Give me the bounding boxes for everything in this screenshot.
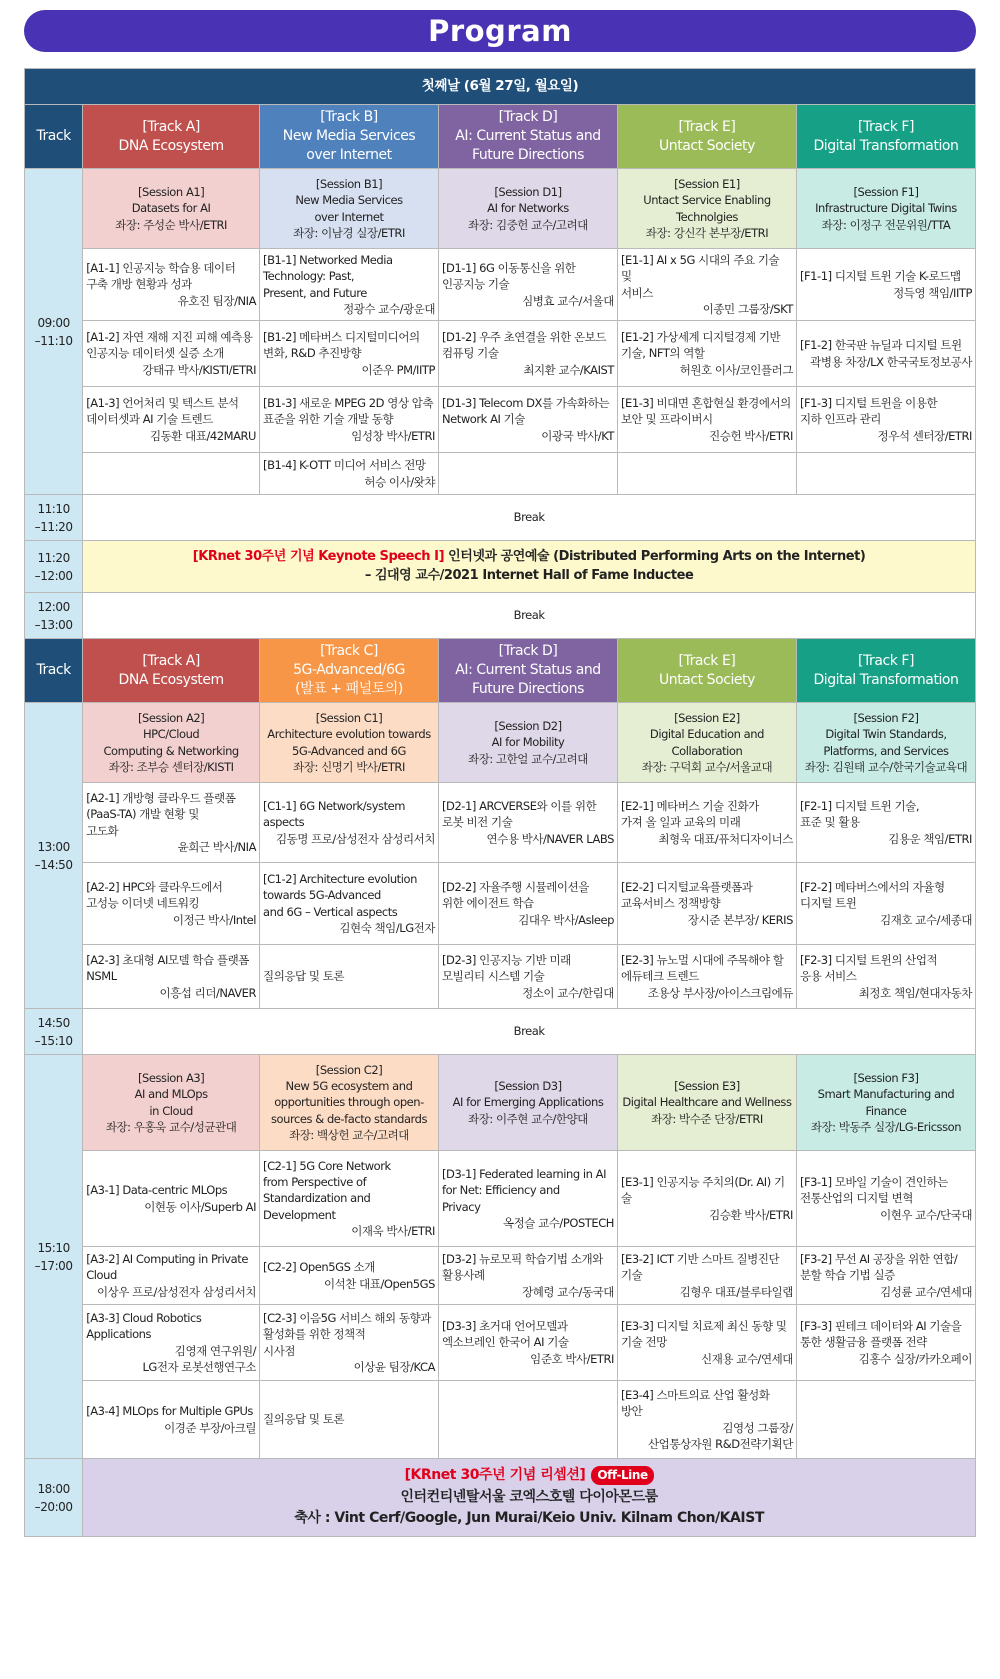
talk-speaker: 정득영 책임/IITP — [893, 285, 972, 300]
track-header-B: [Track B] New Media Services over Internet — [260, 105, 439, 169]
talk-title: [D1-3] Telecom DX를 가속화하는 Network AI 기술 — [442, 396, 610, 427]
time-slot: 18:00 –20:00 — [25, 1459, 83, 1537]
talk-title: [D3-1] Federated learning in AI for Net: Efficiency and Privacy — [442, 1166, 607, 1214]
talk-title: [D2-1] ARCVERSE와 이를 위한 로봇 비전 기술 — [442, 799, 597, 830]
talk-speaker: 김승환 박사/ETRI — [709, 1207, 793, 1222]
talk-speaker: 이광국 박사/KT — [541, 428, 614, 443]
schedule-row — [25, 863, 976, 945]
talk-speaker: 김동명 프로/삼성전자 삼성리서치 — [275, 831, 435, 846]
talk-title: [A2-2] HPC와 클라우드에서 고성능 이더넷 네트워킹 — [86, 880, 223, 911]
talk-cell — [439, 863, 618, 945]
track-label: Track — [25, 105, 83, 169]
talk-speaker: 연수용 박사/NAVER LABS — [486, 831, 614, 846]
talk-title: [F1-1] 디지털 트윈 기술 K-로드맵 — [799, 269, 961, 284]
schedule-row — [25, 639, 976, 703]
talk-title: [A3-3] Cloud Robotics Applications — [86, 1310, 202, 1342]
talk-title: [F1-2] 한국판 뉴딜과 디지털 트윈 — [799, 338, 962, 353]
session-header-D: [Session D1] AI for Networks 좌장: 김중헌 교수/고려대 — [439, 169, 618, 249]
talk-cell — [796, 453, 975, 495]
talk-speaker: 김현숙 책임/LG전자 — [339, 920, 435, 935]
talk-cell — [617, 453, 796, 495]
talk-cell — [260, 1381, 439, 1459]
keynote-title-line — [86, 548, 972, 566]
session-header-A: [Session A3] AI and MLOps in Cloud 좌장: 우홍욱 교수/성균관대 — [83, 1055, 260, 1151]
talk-cell — [439, 1381, 618, 1459]
schedule-table — [24, 68, 976, 1537]
talk-title: [B1-3] 새로운 MPEG 2D 영상 압축 표준을 위한 기술 개발 동향 — [263, 396, 434, 427]
talk-cell — [83, 863, 260, 945]
talk-cell — [439, 321, 618, 387]
talk-cell — [796, 863, 975, 945]
talk-cell — [617, 945, 796, 1009]
day-title: 첫째날 (6월 27일, 월요일) — [25, 69, 976, 105]
talk-cell — [617, 1305, 796, 1381]
talk-title: [E3-3] 디지털 치료제 최신 동향 및 기술 전망 — [620, 1319, 787, 1350]
talk-title: [F3-2] 무선 AI 공장을 위한 연합/ 분할 학습 기법 실증 — [799, 1252, 958, 1283]
track-header-A: [Track A] DNA Ecosystem — [83, 639, 260, 703]
talk-cell — [439, 453, 618, 495]
time-slot: 13:00 –14:50 — [25, 703, 83, 1009]
track-header-A: [Track A] DNA Ecosystem — [83, 105, 260, 169]
talk-cell — [796, 1247, 975, 1305]
reception-venue: 인터컨티넨탈서울 코엑스호텔 다이아몬드룸 — [400, 1488, 658, 1505]
schedule-row — [25, 945, 976, 1009]
talk-speaker: 임성창 박사/ETRI — [351, 428, 435, 443]
talk-speaker: 이상우 프로/삼성전자 삼성리서치 — [96, 1284, 257, 1299]
talk-title: [E2-3] 뉴노멀 시대에 주목해야 할 에듀테크 트렌드 — [620, 953, 784, 984]
schedule-row — [25, 593, 976, 639]
track-header-F: [Track F] Digital Transformation — [796, 105, 975, 169]
talk-title: [E2-1] 메타버스 기술 진화가 가져 올 일과 교육의 미래 — [620, 799, 759, 830]
talk-title: [D1-2] 우주 초연결을 위한 온보드 컴퓨팅 기술 — [442, 330, 606, 361]
talk-speaker: 이재욱 박사/ETRI — [351, 1223, 435, 1238]
talk-cell — [439, 945, 618, 1009]
talk-cell — [260, 387, 439, 453]
talk-title: [D1-1] 6G 이동통신을 위한 인공지능 기술 — [442, 261, 576, 292]
talk-cell — [796, 1305, 975, 1381]
talk-speaker: 김영재 연구위원/ LG전자 로봇선행연구소 — [142, 1343, 257, 1374]
talk-speaker: 이흥섭 리더/NAVER — [159, 985, 257, 1000]
talk-title: [F2-3] 디지털 트윈의 산업적 응용 서비스 — [799, 953, 938, 984]
talk-speaker: 이정근 박사/Intel — [172, 912, 257, 927]
talk-cell — [260, 863, 439, 945]
talk-cell — [260, 1305, 439, 1381]
talk-speaker: 정소이 교수/한림대 — [522, 985, 614, 1000]
time-slot: 11:20 –12:00 — [25, 541, 83, 593]
talk-title: [E1-3] 비대면 혼합현실 환경에서의 보안 및 프라이버시 — [620, 396, 791, 427]
talk-title: [A2-3] 초대형 AI모델 학습 플랫폼 NSML — [86, 953, 249, 984]
talk-speaker: 강태규 박사/KISTI/ETRI — [142, 362, 257, 377]
break-label: Break — [83, 593, 976, 639]
talk-cell — [439, 1305, 618, 1381]
schedule-row — [25, 495, 976, 541]
break-label: Break — [83, 495, 976, 541]
talk-cell — [617, 1381, 796, 1459]
keynote-title: 인터넷과 공연예술 (Distributed Performing Arts on the Internet) — [444, 549, 866, 565]
track-header-C: [Track C] 5G-Advanced/6G (발표 + 패널토의) — [260, 639, 439, 703]
session-header-A: [Session A2] HPC/Cloud Computing & Networking 좌장: 조부승 센터장/KISTI — [83, 703, 260, 783]
talk-cell — [796, 783, 975, 863]
talk-cell — [617, 321, 796, 387]
talk-speaker: 정광수 교수/광운대 — [343, 301, 435, 316]
track-label: Track — [25, 639, 83, 703]
talk-speaker: 김영성 그룹장/ 산업통상자원 R&D전략기획단 — [648, 1420, 793, 1451]
session-header-F: [Session F2] Digital Twin Standards, Platforms, and Services 좌장: 김원태 교수/한국기술교육대 — [796, 703, 975, 783]
talk-title: [D3-2] 뉴로모픽 학습기법 소개와 활용사례 — [442, 1252, 603, 1283]
talk-title: [E3-4] 스마트의료 산업 활성화 방안 — [620, 1387, 770, 1419]
talk-cell — [617, 249, 796, 321]
talk-title: [B1-4] K-OTT 미디어 서비스 전망 — [263, 458, 426, 473]
talk-speaker: 이현동 이사/Superb AI — [144, 1199, 257, 1214]
talk-title: [A3-1] Data-centric MLOps — [86, 1183, 228, 1198]
reception-cell — [83, 1459, 976, 1537]
talk-speaker: 김동환 대표/42MARU — [149, 428, 257, 443]
talk-title: [C2-2] Open5GS 소개 — [263, 1260, 375, 1275]
schedule-row — [25, 249, 976, 321]
time-slot: 12:00 –13:00 — [25, 593, 83, 639]
break-label: Break — [83, 1009, 976, 1055]
schedule-row — [25, 169, 976, 249]
talk-title: [A2-1] 개방형 클라우드 플랫폼 (PaaS-TA) 개발 현황 및 고도화 — [86, 790, 236, 838]
talk-cell — [796, 387, 975, 453]
talk-speaker: 임준호 박사/ETRI — [530, 1351, 614, 1366]
talk-speaker: 곽병용 차장/LX 한국국토정보공사 — [810, 354, 972, 369]
talk-cell — [617, 387, 796, 453]
program-title: Program — [24, 10, 976, 52]
talk-title: [C2-3] 이음5G 서비스 해외 동향과 활성화를 위한 정책적 시사점 — [263, 1310, 431, 1358]
reception-greeting: 축사 : Vint Cerf/Google, Jun Murai/Keio Univ. Kilnam Chon/KAIST — [294, 1510, 764, 1527]
talk-title: [E3-2] ICT 기반 스마트 질병진단 기술 — [620, 1252, 780, 1283]
talk-speaker: 유호진 팀장/NIA — [177, 293, 257, 308]
schedule-row — [25, 387, 976, 453]
track-header-E: [Track E] Untact Society — [617, 639, 796, 703]
talk-title: [C1-1] 6G Network/system aspects — [263, 799, 406, 830]
talk-title: [A1-3] 언어처리 및 텍스트 분석 데이터셋과 AI 기술 트렌드 — [86, 396, 239, 427]
session-header-E: [Session E2] Digital Education and Collaboration 좌장: 구덕회 교수/서울교대 — [617, 703, 796, 783]
talk-speaker: 정우석 센터장/ETRI — [877, 428, 972, 443]
talk-cell — [83, 945, 260, 1009]
talk-cell — [796, 1151, 975, 1247]
talk-speaker: 심병효 교수/서울대 — [522, 293, 614, 308]
schedule-row — [25, 105, 976, 169]
schedule-row — [25, 1009, 976, 1055]
talk-speaker: 조용상 부사장/아이스크림에듀 — [647, 985, 793, 1000]
talk-cell — [83, 387, 260, 453]
track-header-F: [Track F] Digital Transformation — [796, 639, 975, 703]
talk-speaker: 옥정슬 교수/POSTECH — [502, 1215, 614, 1230]
talk-cell — [796, 945, 975, 1009]
keynote-cell — [83, 541, 976, 593]
talk-cell — [83, 321, 260, 387]
talk-title: [A3-2] AI Computing in Private Cloud — [86, 1252, 248, 1283]
schedule-row — [25, 69, 976, 105]
talk-speaker: 이상윤 팀장/KCA — [353, 1359, 435, 1374]
talk-speaker: 김성륜 교수/연세대 — [880, 1284, 972, 1299]
talk-cell — [260, 945, 439, 1009]
reception-title-line — [86, 1465, 972, 1487]
track-header-D: [Track D] AI: Current Status and Future Directions — [439, 105, 618, 169]
talk-speaker: 신재용 교수/연세대 — [701, 1351, 793, 1366]
offline-badge: Off-Line — [591, 1466, 653, 1485]
talk-title: [E3-1] 인공지능 주치의(Dr. AI) 기 술 — [620, 1175, 785, 1206]
track-header-D: [Track D] AI: Current Status and Future Directions — [439, 639, 618, 703]
schedule-row — [25, 1151, 976, 1247]
schedule-row — [25, 1459, 976, 1537]
talk-cell — [439, 387, 618, 453]
talk-cell — [260, 321, 439, 387]
talk-title: 질의응답 및 토론 — [263, 969, 345, 984]
talk-speaker: 김용운 책임/ETRI — [888, 831, 972, 846]
session-header-C: [Session C1] Architecture evolution towards 5G-Advanced and 6G 좌장: 신명기 박사/ETRI — [260, 703, 439, 783]
schedule-row — [25, 783, 976, 863]
talk-title: [A3-4] MLOps for Multiple GPUs — [86, 1404, 253, 1419]
session-header-E: [Session E3] Digital Healthcare and Wellness 좌장: 박수준 단장/ETRI — [617, 1055, 796, 1151]
talk-speaker: 이석찬 대표/Open5GS — [323, 1276, 435, 1291]
talk-cell — [83, 249, 260, 321]
talk-speaker: 김홍수 실장/카카오페이 — [858, 1351, 972, 1366]
talk-speaker: 김재호 교수/세종대 — [880, 912, 972, 927]
time-slot: 15:10 –17:00 — [25, 1055, 83, 1459]
schedule-row — [25, 1381, 976, 1459]
talk-cell — [617, 783, 796, 863]
talk-cell — [83, 453, 260, 495]
talk-speaker: 이현우 교수/단국대 — [880, 1207, 972, 1222]
talk-speaker: 이준우 PM/IITP — [361, 362, 435, 377]
track-header-E: [Track E] Untact Society — [617, 105, 796, 169]
talk-cell — [260, 1151, 439, 1247]
talk-cell — [439, 249, 618, 321]
talk-speaker: 이경준 부장/아크릴 — [164, 1420, 257, 1435]
talk-title: [E1-1] AI x 5G 시대의 주요 기술 및 서비스 — [620, 252, 780, 300]
talk-cell — [83, 1381, 260, 1459]
schedule-row — [25, 703, 976, 783]
talk-cell — [83, 783, 260, 863]
talk-speaker: 최정호 책임/현대자동차 — [858, 985, 972, 1000]
schedule-row — [25, 1055, 976, 1151]
schedule-row — [25, 453, 976, 495]
talk-cell — [83, 1247, 260, 1305]
talk-cell — [796, 249, 975, 321]
talk-speaker: 허승 이사/왓챠 — [364, 474, 435, 489]
talk-speaker: 김형우 대표/블루타일랩 — [679, 1284, 793, 1299]
talk-speaker: 이종민 그룹장/SKT — [702, 301, 793, 316]
keynote-label: [KRnet 30주년 기념 Keynote Speech Ⅰ] — [192, 549, 445, 565]
talk-title: 질의응답 및 토론 — [263, 1412, 345, 1427]
talk-speaker: 최지환 교수/KAIST — [523, 362, 614, 377]
session-header-F: [Session F1] Infrastructure Digital Twins 좌장: 이정구 전문위원/TTA — [796, 169, 975, 249]
talk-title: [F3-1] 모바일 기술이 견인하는 전통산업의 디지털 변혁 — [799, 1175, 948, 1206]
talk-title: [F3-3] 핀테크 데이터와 AI 기술을 통한 생활금융 플랫폼 전략 — [799, 1319, 962, 1350]
schedule-row — [25, 541, 976, 593]
talk-speaker: 김대우 박사/Asleep — [518, 912, 614, 927]
talk-title: [E1-2] 가상세계 디지털경제 기반 기술, NFT의 역할 — [620, 330, 781, 361]
talk-title: [D2-2] 자율주행 시뮬레이션을 위한 에이전트 학습 — [442, 880, 589, 911]
talk-cell — [83, 1151, 260, 1247]
talk-cell — [260, 783, 439, 863]
talk-title: [A1-1] 인공지능 학습용 데이터 구축 개방 현황과 성과 — [86, 261, 236, 292]
schedule-body — [25, 69, 976, 1537]
session-header-B: [Session B1] New Media Services over Internet 좌장: 이남경 실장/ETRI — [260, 169, 439, 249]
talk-cell — [796, 321, 975, 387]
talk-cell — [617, 863, 796, 945]
talk-title: [F2-1] 디지털 트윈 기술, 표준 및 활용 — [799, 799, 920, 830]
talk-title: [C2-1] 5G Core Network from Perspective of Standardization and Development — [263, 1158, 391, 1222]
talk-speaker: 윤희근 박사/NIA — [177, 839, 257, 854]
session-header-E: [Session E1] Untact Service Enabling Technolgies 좌장: 강신각 본부장/ETRI — [617, 169, 796, 249]
time-slot: 14:50 –15:10 — [25, 1009, 83, 1055]
talk-speaker: 장혜령 교수/동국대 — [522, 1284, 614, 1299]
talk-cell — [439, 783, 618, 863]
talk-cell — [260, 453, 439, 495]
talk-speaker: 최형욱 대표/퓨처디자이너스 — [658, 831, 793, 846]
talk-title: [F1-3] 디지털 트윈을 이용한 지하 인프라 관리 — [799, 396, 938, 427]
time-slot: 09:00 –11:10 — [25, 169, 83, 495]
talk-cell — [83, 1305, 260, 1381]
session-header-D: [Session D2] AI for Mobility 좌장: 고한얼 교수/고려대 — [439, 703, 618, 783]
talk-speaker: 장시준 본부장/ KERIS — [687, 912, 793, 927]
talk-cell — [617, 1247, 796, 1305]
talk-title: [B1-1] Networked Media Technology: Past, Present, and Future — [263, 252, 393, 300]
talk-cell — [260, 249, 439, 321]
talk-title: [E2-2] 디지털교육플랫폼과 교육서비스 정책방향 — [620, 880, 753, 911]
talk-speaker: 허원호 이사/코인플러그 — [679, 362, 793, 377]
schedule-row — [25, 1247, 976, 1305]
time-slot: 11:10 –11:20 — [25, 495, 83, 541]
talk-speaker: 진승헌 박사/ETRI — [709, 428, 793, 443]
talk-title: [B1-2] 메타버스 디지털미디어의 변화, R&D 추진방향 — [263, 330, 420, 361]
talk-title: [F2-2] 메타버스에서의 자율형 디지털 트윈 — [799, 880, 945, 911]
session-header-F: [Session F3] Smart Manufacturing and Finance 좌장: 박동주 실장/LG-Ericsson — [796, 1055, 975, 1151]
keynote-speaker: – 김대영 교수/2021 Internet Hall of Fame Inductee — [364, 567, 694, 583]
talk-title: [A1-2] 자연 재해 지진 피해 예측용 인공지능 데이터셋 실증 소개 — [86, 330, 253, 361]
schedule-row — [25, 1305, 976, 1381]
reception-title: [KRnet 30주년 기념 리셉션] — [404, 1466, 586, 1483]
session-header-D: [Session D3] AI for Emerging Applications 좌장: 이주현 교수/한양대 — [439, 1055, 618, 1151]
talk-title: [D2-3] 인공지능 기반 미래 모빌리티 시스템 기술 — [442, 953, 571, 984]
schedule-row — [25, 321, 976, 387]
talk-cell — [260, 1247, 439, 1305]
talk-cell — [796, 1381, 975, 1459]
talk-cell — [439, 1247, 618, 1305]
talk-cell — [439, 1151, 618, 1247]
session-header-A: [Session A1] Datasets for AI 좌장: 주성순 박사/ETRI — [83, 169, 260, 249]
talk-title: [D3-3] 초거대 언어모델과 엑소브레인 한국어 AI 기술 — [442, 1319, 569, 1350]
talk-cell — [617, 1151, 796, 1247]
session-header-C: [Session C2] New 5G ecosystem and opportunities through open- sources & de-facto standards 좌장: 백상헌 교수/고려대 — [260, 1055, 439, 1151]
talk-title: [C1-2] Architecture evolution towards 5G-Advanced and 6G – Vertical aspects — [263, 871, 417, 919]
